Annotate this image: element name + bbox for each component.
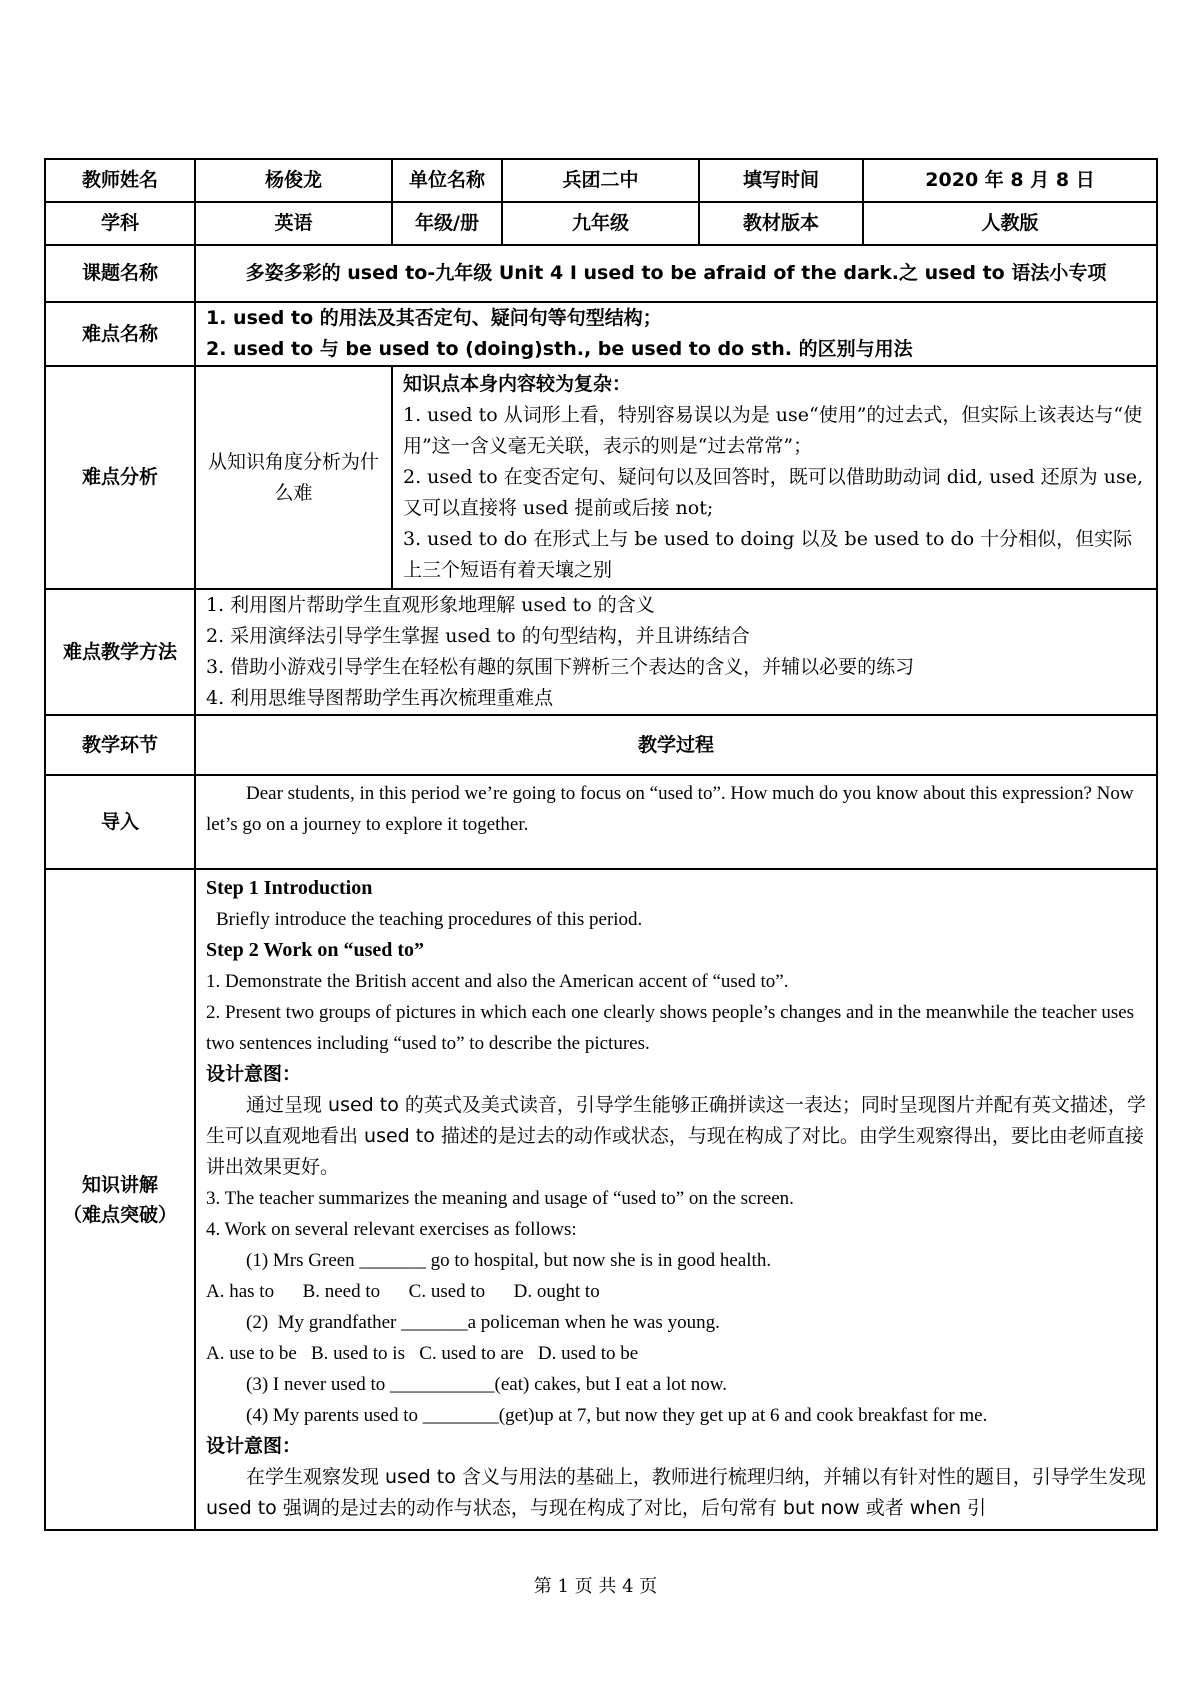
- grade-label: 年级/册: [392, 202, 502, 245]
- intro-text: Dear students, in this period we’re going to focus on “used to”. How much do you know about this expression? Now let’s go on a journey to explore it together.: [206, 783, 1134, 835]
- analysis-row: [45, 366, 1157, 589]
- difficulty-list: [195, 302, 1157, 366]
- exercise-3: (3) I never used to ___________(eat) cakes, but I eat a lot now.: [246, 1374, 728, 1395]
- process-value: 教学过程: [195, 715, 1157, 775]
- knowledge-label: 知识讲解: [81, 1173, 158, 1196]
- difficulty-item: 1. used to 的用法及其否定句、疑问句等句型结构；: [206, 307, 662, 329]
- date-value: 2020 年 8 月 8 日: [863, 159, 1157, 202]
- knowledge-content: [195, 869, 1157, 1530]
- analysis-item: 3. used to do 在形式上与 be used to doing 以及 be used to do 十分相似，但实际上三个短语有着天壤之别: [403, 528, 1133, 581]
- step2-item-1: 1. Demonstrate the British accent and also the American accent of “used to”.: [206, 971, 789, 992]
- knowledge-row: [45, 869, 1157, 1530]
- teacher-value: 杨俊龙: [195, 159, 392, 202]
- exercise-1: (1) Mrs Green _______ go to hospital, but now she is in good health.: [246, 1250, 772, 1271]
- intro-label: 导入: [45, 775, 195, 869]
- subject-value: 英语: [195, 202, 392, 245]
- step1-text: Briefly introduce the teaching procedures of this period.: [216, 909, 643, 930]
- method-item: 1. 利用图片帮助学生直观形象地理解 used to 的含义: [206, 594, 655, 616]
- method-item: 2. 采用演绎法引导学生掌握 used to 的句型结构，并且讲练结合: [206, 625, 750, 647]
- analysis-heading: 知识点本身内容较为复杂：: [403, 373, 632, 395]
- method-item: 4. 利用思维导图帮助学生再次梳理重难点: [206, 687, 554, 709]
- design-intent-label: 设计意图：: [206, 1435, 302, 1457]
- method-item: 3. 借助小游戏引导学生在轻松有趣的氛围下辨析三个表达的含义，并辅以必要的练习: [206, 656, 915, 678]
- topic-value: 多姿多彩的 used to-九年级 Unit 4 I used to be afraid of the dark.之 used to 语法小专项: [195, 245, 1157, 302]
- difficulty-item: 2. used to 与 be used to (doing)sth., be used to do sth. 的区别与用法: [206, 338, 913, 360]
- grade-value: 九年级: [502, 202, 699, 245]
- lesson-plan-table: [44, 158, 1158, 1531]
- subject-label: 学科: [45, 202, 195, 245]
- analysis-item: 1. used to 从词形上看，特别容易误以为是 use“使用”的过去式，但实际上该表达与“使用”这一含义毫无关联，表示的则是“过去常常”；: [403, 404, 1143, 457]
- topic-label: 课题名称: [45, 245, 195, 302]
- textbook-label: 教材版本: [699, 202, 863, 245]
- intro-text-cell: [195, 775, 1157, 869]
- header-row-2: [45, 202, 1157, 245]
- unit-value: 兵团二中: [502, 159, 699, 202]
- methods-label: 难点教学方法: [45, 589, 195, 715]
- date-label: 填写时间: [699, 159, 863, 202]
- step2-item-3: 3. The teacher summarizes the meaning and usage of “used to” on the screen.: [206, 1188, 794, 1209]
- step1-title: Step 1 Introduction: [206, 877, 373, 899]
- exercise-2-options: A. use to be B. used to is C. used to are D. used to be: [206, 1343, 639, 1364]
- difficulty-row: [45, 302, 1157, 366]
- exercise-4: (4) My parents used to ________(get)up at 7, but now they get up at 6 and cook breakfast for me.: [246, 1405, 988, 1426]
- header-row-1: [45, 159, 1157, 202]
- methods-list: [195, 589, 1157, 715]
- process-label: 教学环节: [45, 715, 195, 775]
- knowledge-sublabel: （难点突破）: [62, 1203, 177, 1226]
- exercise-1-options: A. has to B. need to C. used to D. ought to: [206, 1281, 600, 1302]
- analysis-content: [392, 366, 1157, 589]
- methods-row: [45, 589, 1157, 715]
- exercise-2: (2) My grandfather _______a policeman when he was young.: [246, 1312, 720, 1333]
- design-intent-label: 设计意图：: [206, 1063, 302, 1085]
- analysis-item: 2. used to 在变否定句、疑问句以及回答时，既可以借助助动词 did, used 还原为 use, 又可以直接将 used 提前或后接 not;: [403, 466, 1143, 519]
- page-footer: 第 1 页 共 4 页: [533, 1576, 658, 1597]
- step2-item-2: 2. Present two groups of pictures in which each one clearly shows people’s changes and in the meanwhile the teacher uses two sentences including “used to” to describe the pictures.: [206, 1002, 1135, 1054]
- design-intent-text: 在学生观察发现 used to 含义与用法的基础上，教师进行梳理归纳，并辅以有针对性的题目，引导学生发现 used to 强调的是过去的动作与状态，与现在构成了对比，后句常有 but now 或者 when 引: [206, 1466, 1146, 1519]
- textbook-value: 人教版: [863, 202, 1157, 245]
- teacher-label: 教师姓名: [45, 159, 195, 202]
- intro-row: [45, 775, 1157, 869]
- step2-title: Step 2 Work on “used to”: [206, 939, 425, 961]
- analysis-label: 难点分析: [45, 366, 195, 589]
- design-intent-text: 通过呈现 used to 的英式及美式读音，引导学生能够正确拼读这一表达；同时呈现图片并配有英文描述，学生可以直观地看出 used to 描述的是过去的动作或状态，与现在构成了对比。由学生观察得出，要比由老师直接讲出效果更好。: [206, 1094, 1146, 1178]
- topic-row: [45, 245, 1157, 302]
- process-header-row: [45, 715, 1157, 775]
- step2-item-4: 4. Work on several relevant exercises as follows:: [206, 1219, 577, 1240]
- difficulty-label: 难点名称: [45, 302, 195, 366]
- analysis-sub-label: 从知识角度分析为什么难: [195, 366, 392, 589]
- knowledge-label-cell: [45, 869, 195, 1530]
- unit-label: 单位名称: [392, 159, 502, 202]
